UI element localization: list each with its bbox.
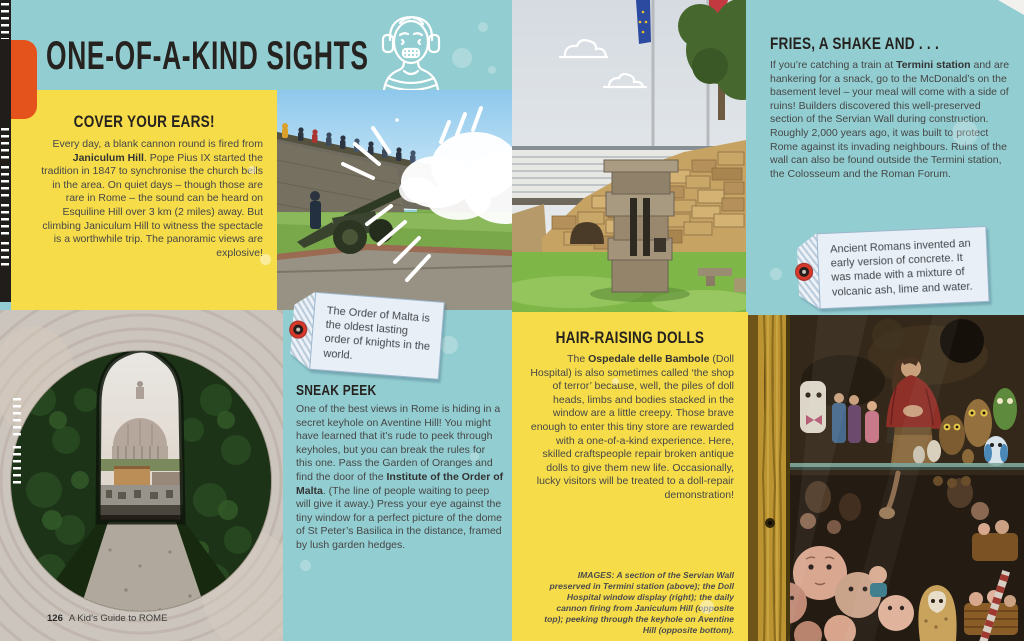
bubble-decoration <box>470 452 479 461</box>
bubble-decoration <box>478 22 488 32</box>
dash-decoration <box>1 166 9 198</box>
servian-wall-illustration <box>512 0 746 312</box>
cover-your-ears-section <box>11 90 277 310</box>
book-title: A Kid’s Guide to ROME <box>68 613 168 624</box>
cannon-illustration <box>277 90 512 310</box>
dash-decoration <box>1 128 9 160</box>
bubble-decoration <box>260 254 271 265</box>
bubble-decoration <box>300 560 311 571</box>
bubble-decoration <box>612 378 619 385</box>
cannon-photo <box>277 90 512 310</box>
text-segment: (Doll Hospital) is also sometimes called ‘the shop of terror’ because, well, the piles of doll heads, limbs and bodies stacked in the window are a little creepy. Those brave enough to enter this tiny store are rewarded with a one-of-a-kind experience. Here, skilled craftspeople repair broken antique dolls to give them new life. Occasionally, lucky visitors will be treated to a doll-repair demonstration! <box>530 353 734 501</box>
page-title: ONE-OF-A-KIND SIGHTS <box>46 34 369 78</box>
keyhole-photo <box>0 310 283 641</box>
section-heading-cover-your-ears: COVER YOUR EARS! <box>73 112 215 131</box>
text-segment: Every day, a blank cannon round is fired from <box>52 138 263 150</box>
luggage-tag-malta <box>289 290 445 379</box>
wooden-door-frame <box>748 315 790 641</box>
text-bold-janiculum-hill: Janiculum Hill <box>72 151 144 164</box>
hair-raising-dolls-text <box>530 353 734 503</box>
page-number: 126 <box>47 613 63 624</box>
dash-decoration <box>13 398 21 438</box>
bubble-decoration <box>440 336 458 354</box>
text-segment: . (The line of people waiting to peep will give it away.) Press your eye against the tiny window for a perfect picture of the dome of St Peter’s Basilica in the distance, framed by lush garden hedges. <box>296 484 503 551</box>
text-segment: and are hankering for a snack, go to the McDonald’s on the basement level – your meal will come with a side of ruins! Builders discovered this well-preserved section of the Servian Wall during construction. Roughly 2,000 years ago, it was built to protect Rome against its invading neighbours. Ruins of the wall can also be found outside the Termini station, the Colosseum and the Roman Forum. <box>770 59 1010 180</box>
section-heading-sneak-peek: SNEAK PEEK <box>296 382 377 399</box>
image-caption: IMAGES: A section of the Servian Wall preserved in Termini station (above); the Doll Hospital window display (right); the daily cannon firing from Janiculum Hill (opposite top); peeking through the keyhole on Aventine Hill (opposite bottom). <box>544 570 734 635</box>
text-segment: The <box>567 353 589 365</box>
bubble-decoration <box>248 166 256 174</box>
page-curl <box>998 0 1024 15</box>
bubble-decoration <box>700 600 714 614</box>
section-heading-hair-raising-dolls: HAIR-RAISING DOLLS <box>555 328 705 347</box>
dash-decoration <box>13 446 21 488</box>
text-segment: . Pope Pius IX started the tradition in 1847 to synchronise the church bells in the area. On quiet days – though those are rare in Rome – the sound can be heard on Esquiline Hill over 3 km (2 miles) away. But climbing Janiculum Hill to witness the spectacle is a worthwhile trip. The panoramic views are explosive! <box>41 151 263 259</box>
sneak-peek-section <box>296 382 504 553</box>
tag-text-concrete: Ancient Romans invented an early version of concrete. It was made with a mixture of volcanic ash, lime and water. <box>816 226 989 309</box>
text-bold-institute-order-malta: Institute of the Order of Malta <box>296 470 504 497</box>
dash-decoration <box>1 242 9 266</box>
servian-wall-photo <box>512 0 746 312</box>
text-bold-termini-station: Termini station <box>896 59 971 71</box>
text-bold-ospedale-delle-bambole: Ospedale delle Bambole <box>588 353 710 365</box>
keyhole-illustration <box>0 310 283 641</box>
fries-text <box>770 59 1012 181</box>
luggage-tag-concrete <box>796 226 989 310</box>
dash-decoration <box>1 204 9 236</box>
page-footer <box>47 613 167 624</box>
tag-text-malta: The Order of Malta is the oldest lasting order of knights in the world. <box>309 292 445 380</box>
bubble-decoration <box>770 268 782 280</box>
text-segment: If you’re catching a train at <box>770 59 897 71</box>
hair-raising-dolls-section <box>512 312 748 641</box>
fries-section <box>770 34 1012 181</box>
dash-decoration <box>1 3 9 39</box>
doll-shop-illustration <box>748 315 1024 641</box>
section-heading-fries: FRIES, A SHAKE AND . . . <box>770 34 939 53</box>
bubble-decoration <box>952 120 978 146</box>
cover-your-ears-text <box>33 138 263 260</box>
doll-shop-photo <box>748 315 1024 641</box>
headphones-person-doodle-icon <box>376 10 446 95</box>
gunner-figure <box>310 191 321 229</box>
text-segment: One of the best views in Rome is hiding in a secret keyhole on Aventine Hill! You might have learned that it’s rude to peek through keyholes, but you can break the rules for this one. Pass the Garden of Oranges and find the door of the <box>296 403 501 483</box>
sneak-peek-text <box>296 403 504 553</box>
